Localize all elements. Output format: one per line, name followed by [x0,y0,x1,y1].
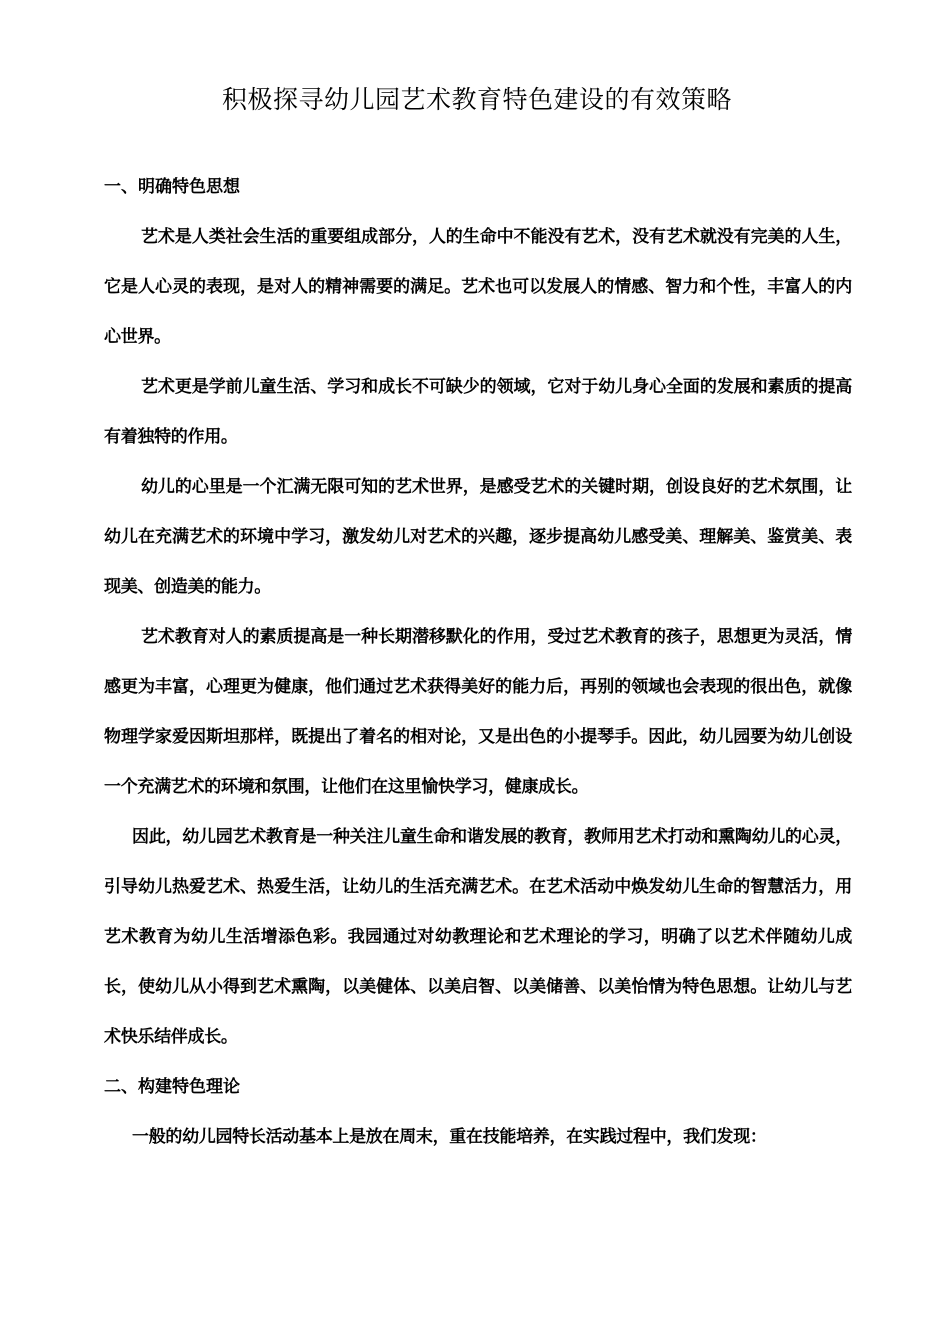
section-heading-1: 一、明确特色思想 [104,177,240,197]
paragraph: 艺术更是学前儿童生活、学习和成长不可缺少的领域，它对于幼儿身心全面的发展和素质的提高有着独特的作用。 [104,377,852,447]
paragraph: 艺术是人类社会生活的重要组成部分，人的生命中不能没有艺术，没有艺术就没有完美的人生，它是人心灵的表现，是对人的精神需要的满足。艺术也可以发展人的情感、智力和个性，丰富人的内心世界。 [104,227,852,347]
paragraph: 幼儿的心里是一个汇满无限可知的艺术世界，是感受艺术的关键时期，创设良好的艺术氛围，让幼儿在充满艺术的环境中学习，激发幼儿对艺术的兴趣，逐步提高幼儿感受美、理解美、鉴赏美、表现美、创造美的能力。 [104,477,852,597]
paragraph: 因此，幼儿园艺术教育是一种关注儿童生命和谐发展的教育，教师用艺术打动和熏陶幼儿的心灵，引导幼儿热爱艺术、热爱生活，让幼儿的生活充满艺术。在艺术活动中焕发幼儿生命的智慧活力，用艺术教育为幼儿生活增添色彩。我园通过对幼教理论和艺术理论的学习，明确了以艺术伴随幼儿成长，使幼儿从小得到艺术熏陶，以美健体、以美启智、以美储善、以美怡情为特色思想。让幼儿与艺术快乐结伴成长。 [104,827,852,1047]
document-page [104,78,852,1162]
section-heading-2: 二、构建特色理论 [104,1077,240,1097]
paragraph: 一般的幼儿园特长活动基本上是放在周末，重在技能培养，在实践过程中，我们发现： [132,1127,767,1147]
document-title: 积极探寻幼儿园艺术教育特色建设的有效策略 [221,85,732,114]
paragraph: 艺术教育对人的素质提高是一种长期潜移默化的作用，受过艺术教育的孩子，思想更为灵活，情感更为丰富，心理更为健康，他们通过艺术获得美好的能力后，再别的领域也会表现的很出色，就像物理学家爱因斯坦那样，既提出了着名的相对论，又是出色的小提琴手。因此，幼儿园要为幼儿创设一个充满艺术的环境和氛围，让他们在这里愉快学习，健康成长。 [104,627,852,797]
